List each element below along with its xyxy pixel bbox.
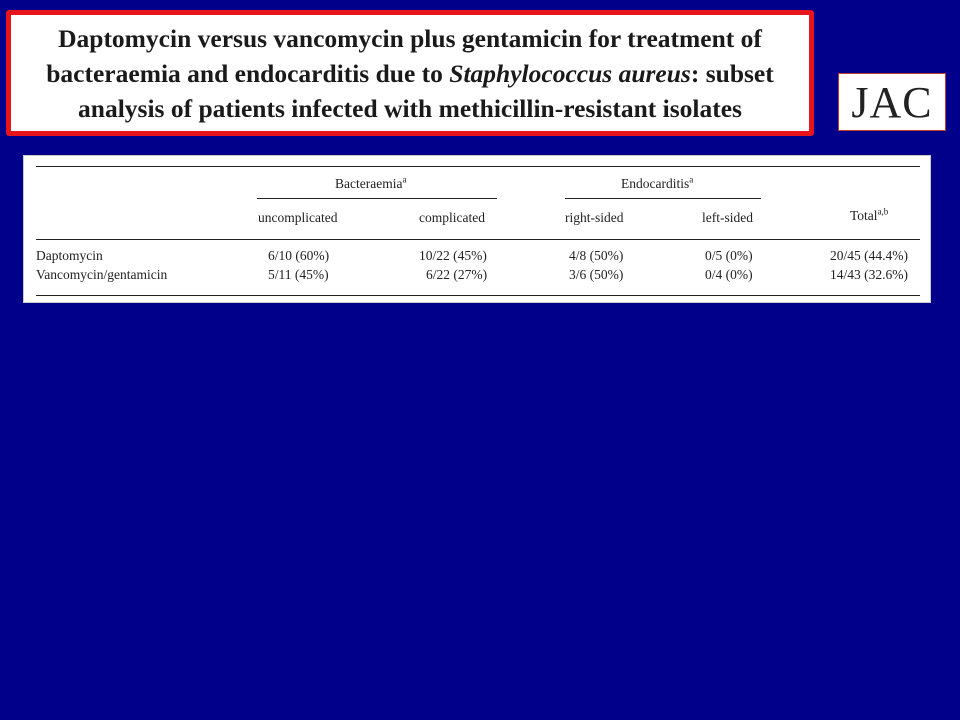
bacteraemia-footnote: a bbox=[402, 174, 407, 185]
title-organism: Staphylococcus aureus bbox=[449, 58, 691, 88]
col-header-total bbox=[850, 208, 888, 224]
title-box bbox=[6, 10, 814, 136]
cell-vancomycin-uncomplicated: 5/11 (45%) bbox=[268, 267, 329, 282]
col-header-uncomplicated: uncomplicated bbox=[258, 210, 338, 225]
bacteraemia-rule bbox=[257, 198, 497, 199]
group-header-bacteraemia bbox=[335, 176, 406, 192]
bottom-rule bbox=[36, 295, 920, 296]
cell-daptomycin-complicated: 10/22 (45%) bbox=[419, 248, 487, 263]
cell-vancomycin-total: 14/43 (32.6%) bbox=[830, 267, 908, 282]
cell-daptomycin-left-sided: 0/5 (0%) bbox=[705, 248, 753, 263]
cell-vancomycin-complicated: 6/22 (27%) bbox=[426, 267, 488, 282]
col-header-complicated: complicated bbox=[419, 210, 485, 225]
row-label-daptomycin: Daptomycin bbox=[36, 248, 103, 263]
logo-text: JAC bbox=[851, 77, 933, 127]
title-part1: Daptomycin versus vancomycin plus gentamicin for treatment of bacteraemia and endocarditis due to bbox=[46, 23, 762, 88]
col-header-right-sided: right-sided bbox=[565, 210, 624, 225]
cell-vancomycin-left-sided: 0/4 (0%) bbox=[705, 267, 753, 282]
col-header-left-sided: left-sided bbox=[702, 210, 753, 225]
endocarditis-label: Endocarditis bbox=[621, 176, 690, 191]
header-rule bbox=[36, 239, 920, 240]
cell-daptomycin-total: 20/45 (44.4%) bbox=[830, 248, 908, 263]
title-part2: : subset analysis of patients infected with methicillin-resistant isolates bbox=[78, 58, 774, 123]
row-label-vancomycin-gentamicin: Vancomycin/gentamicin bbox=[36, 267, 168, 282]
endocarditis-footnote: a bbox=[689, 174, 694, 185]
cell-daptomycin-right-sided: 4/8 (50%) bbox=[569, 248, 624, 263]
group-header-endocarditis bbox=[621, 176, 693, 192]
bacteraemia-label: Bacteraemia bbox=[335, 176, 403, 191]
jac-logo bbox=[838, 73, 946, 131]
slide-title bbox=[11, 21, 809, 126]
top-rule bbox=[36, 166, 920, 167]
cell-daptomycin-uncomplicated: 6/10 (60%) bbox=[268, 248, 330, 263]
endocarditis-rule bbox=[565, 198, 761, 199]
total-label: Total bbox=[850, 208, 878, 223]
cell-vancomycin-right-sided: 3/6 (50%) bbox=[569, 267, 624, 282]
total-footnote: a,b bbox=[877, 206, 889, 217]
results-table bbox=[23, 155, 931, 303]
